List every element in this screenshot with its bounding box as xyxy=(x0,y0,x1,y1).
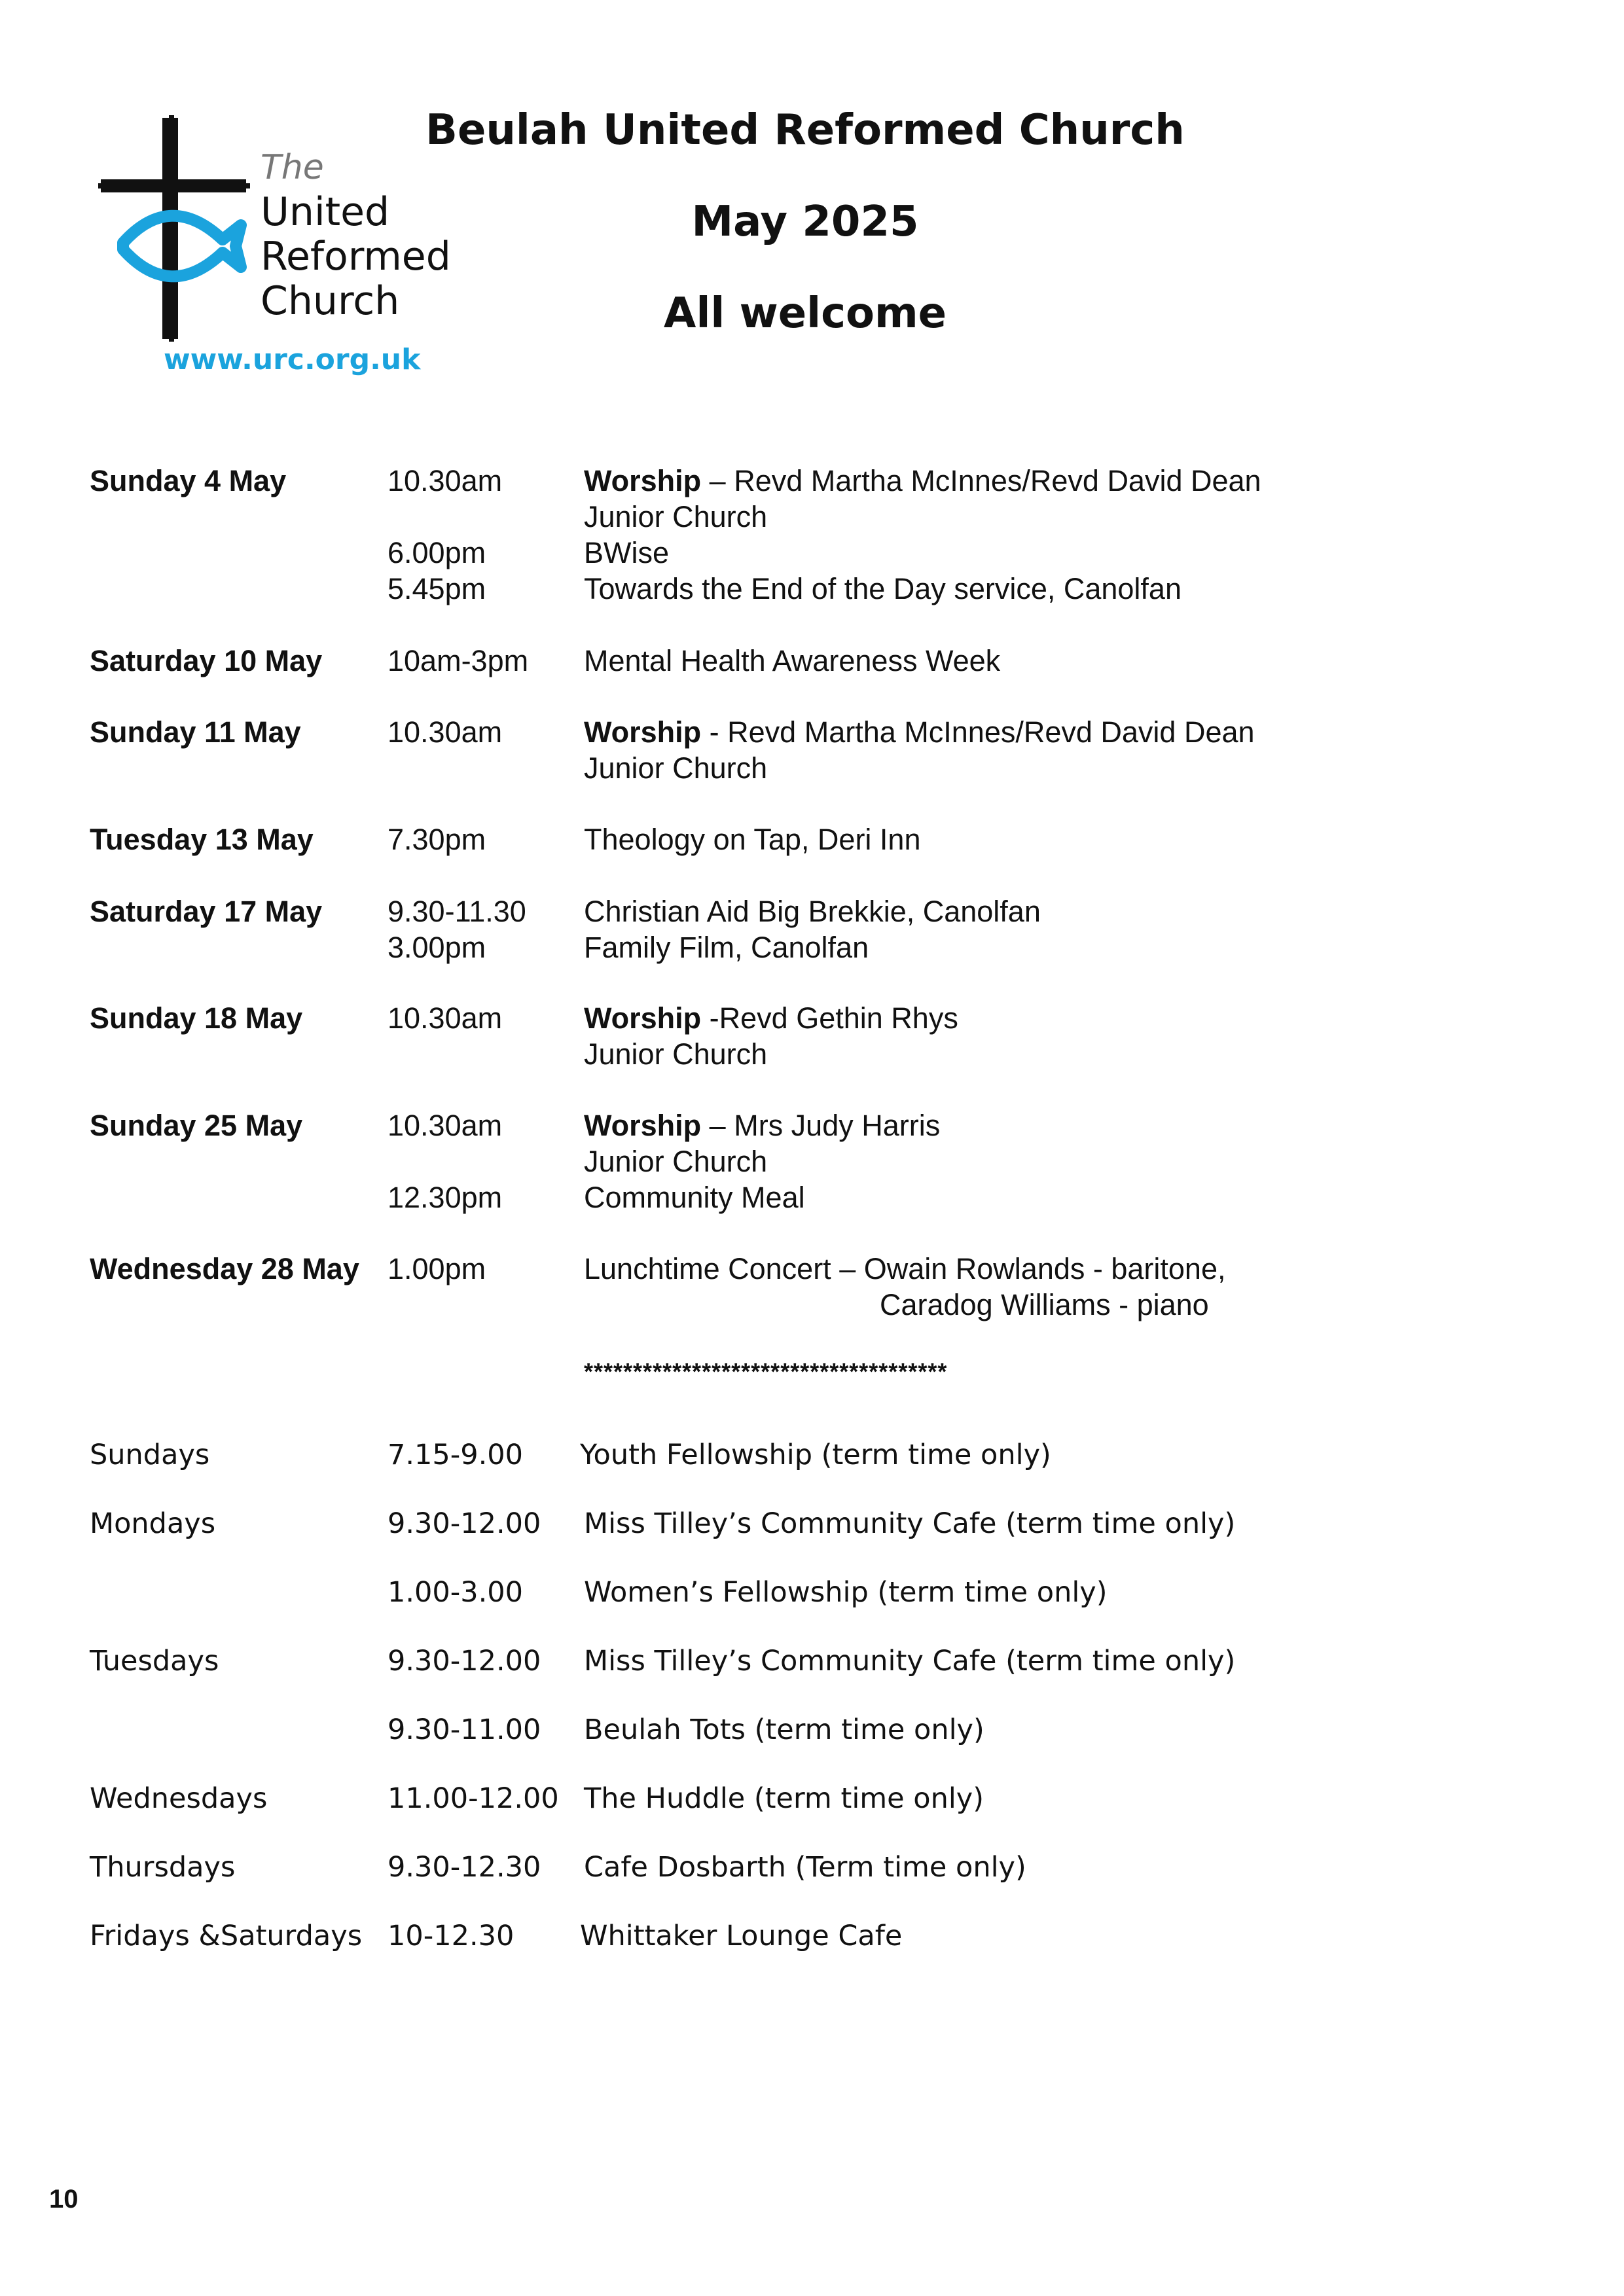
event-desc: BWise xyxy=(584,536,670,569)
regular-time: 9.30-11.00 xyxy=(388,1713,541,1746)
welcome-heading: All welcome xyxy=(663,289,947,338)
regular-day: Fridays &Saturdays xyxy=(90,1920,363,1952)
event-desc: Christian Aid Big Brekkie, Canolfan xyxy=(584,895,1041,928)
event-desc xyxy=(584,714,1255,750)
event-text: -Revd Gethin Rhys xyxy=(701,1001,958,1035)
regular-activity: Women’s Fellowship (term time only) xyxy=(584,1576,1108,1609)
event-desc xyxy=(584,1000,958,1036)
event-desc: Towards the End of the Day service, Canolfan xyxy=(584,572,1182,605)
regular-time: 10-12.30 xyxy=(388,1920,514,1952)
regular-time: 11.00-12.00 xyxy=(388,1782,559,1815)
event-time: 7.30pm xyxy=(388,823,486,856)
event-desc: Junior Church xyxy=(584,500,768,533)
event-text: – Revd Martha McInnes/Revd David Dean xyxy=(701,464,1261,497)
event-time: 10.30am xyxy=(388,464,503,497)
event-desc: Junior Church xyxy=(584,1037,768,1071)
event-desc: Junior Church xyxy=(584,751,768,785)
event-time: 10am-3pm xyxy=(388,644,529,677)
regular-activity: Youth Fellowship (term time only) xyxy=(580,1439,1051,1471)
event-desc: Lunchtime Concert – Owain Rowlands - baritone, xyxy=(584,1252,1226,1285)
event-type: Worship xyxy=(584,1001,702,1035)
event-desc: Caradog Williams - piano xyxy=(880,1288,1209,1321)
event-type: Worship xyxy=(584,715,702,749)
event-desc xyxy=(584,1107,940,1143)
event-text: – Mrs Judy Harris xyxy=(701,1109,941,1142)
logo-the-text: The xyxy=(261,148,324,187)
event-desc: Mental Health Awareness Week xyxy=(584,644,1001,677)
event-type: Worship xyxy=(584,1109,702,1142)
event-time: 9.30-11.30 xyxy=(388,895,526,928)
page-number: 10 xyxy=(49,2185,79,2214)
event-day: Sunday 4 May xyxy=(90,464,287,497)
cross-fish-icon xyxy=(98,115,262,344)
event-time: 10.30am xyxy=(388,1001,503,1035)
event-time: 12.30pm xyxy=(388,1181,503,1214)
event-day: Saturday 10 May xyxy=(90,644,323,677)
event-desc: Theology on Tap, Deri Inn xyxy=(584,823,921,856)
event-time: 6.00pm xyxy=(388,536,486,569)
event-desc xyxy=(584,463,1261,499)
regular-activity: The Huddle (term time only) xyxy=(584,1782,984,1815)
event-time: 5.45pm xyxy=(388,572,486,605)
separator-line: ************************************* xyxy=(584,1358,948,1385)
regular-time: 7.15-9.00 xyxy=(388,1439,524,1471)
regular-day: Tuesdays xyxy=(90,1645,219,1677)
regular-day: Wednesdays xyxy=(90,1782,268,1815)
logo-church-text: Church xyxy=(261,278,400,324)
event-type: Worship xyxy=(584,464,702,497)
event-time: 10.30am xyxy=(388,1109,503,1142)
regular-activity: Miss Tilley’s Community Cafe (term time only) xyxy=(584,1645,1236,1677)
event-day: Tuesday 13 May xyxy=(90,823,314,856)
event-desc: Family Film, Canolfan xyxy=(584,931,869,964)
regular-activity: Miss Tilley’s Community Cafe (term time only) xyxy=(584,1507,1236,1540)
logo-url-link[interactable]: www.urc.org.uk xyxy=(164,343,421,376)
regular-activity: Beulah Tots (term time only) xyxy=(584,1713,984,1746)
event-time: 1.00pm xyxy=(388,1252,486,1285)
logo-united-text: United xyxy=(261,189,390,235)
urc-logo xyxy=(98,115,451,390)
regular-day: Thursdays xyxy=(90,1851,236,1884)
event-day: Wednesday 28 May xyxy=(90,1252,359,1285)
month-heading: May 2025 xyxy=(691,198,919,246)
regular-time: 9.30-12.00 xyxy=(388,1507,541,1540)
regular-activity: Whittaker Lounge Cafe xyxy=(580,1920,903,1952)
logo-reformed-text: Reformed xyxy=(261,234,451,279)
event-desc: Community Meal xyxy=(584,1181,805,1214)
regular-time: 9.30-12.00 xyxy=(388,1645,541,1677)
page-title: Beulah United Reformed Church xyxy=(425,106,1185,154)
regular-time: 1.00-3.00 xyxy=(388,1576,524,1609)
regular-time: 9.30-12.30 xyxy=(388,1851,541,1884)
event-time: 10.30am xyxy=(388,715,503,749)
event-desc: Junior Church xyxy=(584,1145,768,1178)
regular-day: Mondays xyxy=(90,1507,216,1540)
event-day: Sunday 18 May xyxy=(90,1001,303,1035)
event-time: 3.00pm xyxy=(388,931,486,964)
event-text: - Revd Martha McInnes/Revd David Dean xyxy=(701,715,1255,749)
event-day: Sunday 11 May xyxy=(90,715,301,749)
regular-day: Sundays xyxy=(90,1439,210,1471)
event-day: Saturday 17 May xyxy=(90,895,323,928)
event-day: Sunday 25 May xyxy=(90,1109,303,1142)
regular-activity: Cafe Dosbarth (Term time only) xyxy=(584,1851,1026,1884)
